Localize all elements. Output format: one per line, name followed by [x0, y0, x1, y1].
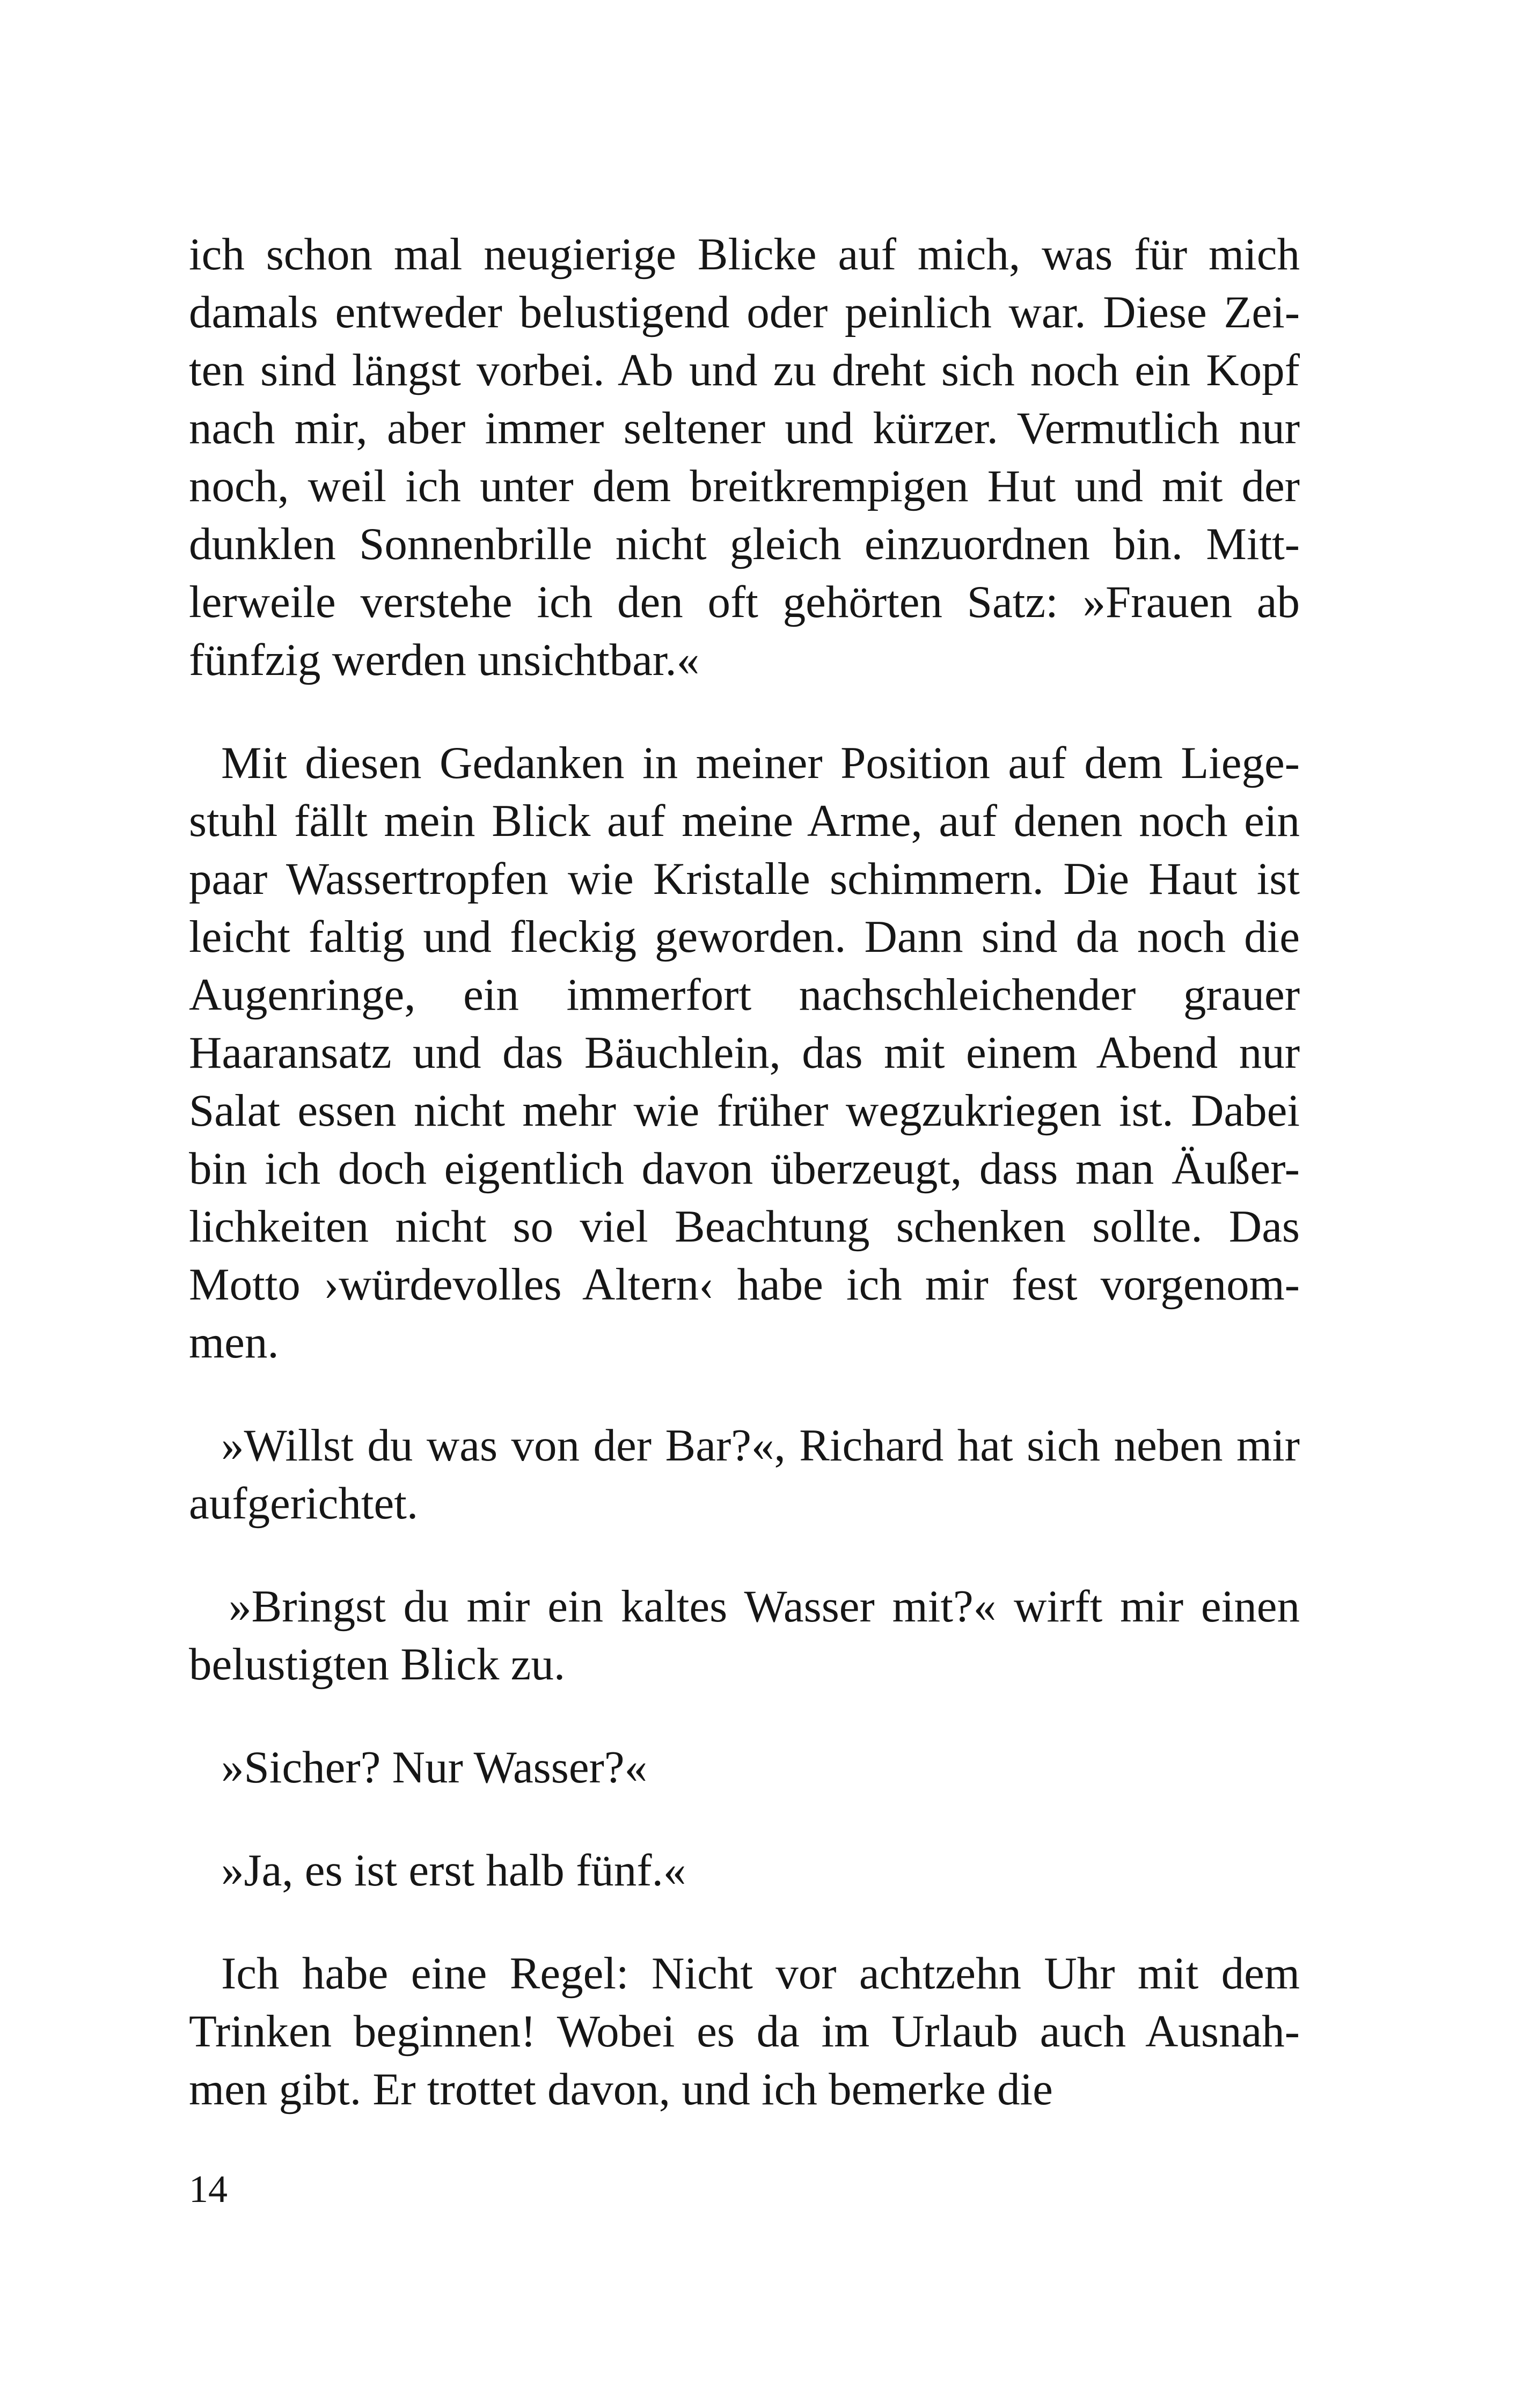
paragraph-gap	[189, 1532, 1300, 1577]
text-line: men gibt. Er trottet davon, und ich bemerke die	[189, 2064, 1053, 2115]
paragraph	[189, 1416, 1300, 1532]
text-line: nach mir, aber immer seltener und kürzer. Vermutlich nur	[189, 403, 1300, 453]
paragraph	[189, 1944, 1300, 2118]
text-line: »Willst du was von der Bar?«, Richard hat sich neben mir	[221, 1420, 1300, 1471]
text-line: aufgerichtet.	[189, 1478, 419, 1529]
text-line: leicht faltig und fleckig geworden. Dann sind da noch die	[189, 912, 1300, 962]
text-line: dunklen Sonnenbrille nicht gleich einzuordnen bin. Mitt-	[189, 519, 1300, 569]
page-number: 14	[189, 2168, 228, 2211]
text-line: fünfzig werden unsichtbar.«	[189, 635, 700, 685]
paragraph	[189, 734, 1300, 1371]
text-line: Haaransatz und das Bäuchlein, das mit einem Abend nur	[189, 1027, 1300, 1078]
paragraph	[189, 1738, 1300, 1796]
text-line: Motto ›würdevolles Altern‹ habe ich mir fest vorgenom-	[189, 1259, 1300, 1310]
text-line: Salat essen nicht mehr wie früher wegzukriegen ist. Dabei	[189, 1085, 1300, 1136]
text-line: bin ich doch eigentlich davon überzeugt, dass man Äußer-	[189, 1143, 1300, 1194]
paragraph-gap	[189, 1371, 1300, 1416]
text-line: Mit diesen Gedanken in meiner Position auf dem Liege-	[221, 738, 1300, 788]
text-line: belustigten Blick zu.	[189, 1639, 566, 1690]
paragraph	[189, 1577, 1300, 1693]
text-line: lichkeiten nicht so viel Beachtung schenken sollte. Das	[189, 1201, 1300, 1252]
paragraph	[189, 225, 1300, 689]
paragraph-gap	[189, 1796, 1300, 1841]
text-line: Augenringe, ein immerfort nachschleichender grauer	[189, 970, 1300, 1020]
text-line: noch, weil ich unter dem breitkrempigen Hut und mit der	[189, 461, 1300, 511]
body-text	[189, 225, 1300, 2118]
text-line: »Bringst du mir ein kaltes Wasser mit?« wirft mir einen	[229, 1581, 1300, 1632]
text-line: damals entweder belustigend oder peinlich war. Diese Zei-	[189, 287, 1300, 337]
paragraph	[189, 1841, 1300, 1899]
text-line: men.	[189, 1317, 279, 1368]
text-line: ten sind längst vorbei. Ab und zu dreht sich noch ein Kopf	[189, 345, 1300, 395]
text-line: Trinken beginnen! Wobei es da im Urlaub auch Ausnah-	[189, 2006, 1300, 2057]
text-line: Ich habe eine Regel: Nicht vor achtzehn Uhr mit dem	[221, 1948, 1300, 1999]
text-line: »Sicher? Nur Wasser?«	[221, 1742, 648, 1793]
text-line: lerweile verstehe ich den oft gehörten Satz: »Frauen ab	[189, 577, 1300, 627]
paragraph-gap	[189, 1693, 1300, 1738]
paragraph-gap	[189, 1899, 1300, 1944]
paragraph-gap	[189, 689, 1300, 734]
text-line: »Ja, es ist erst halb fünf.«	[221, 1845, 686, 1896]
text-line: ich schon mal neugierige Blicke auf mich, was für mich	[189, 229, 1300, 280]
text-line: stuhl fällt mein Blick auf meine Arme, auf denen noch ein	[189, 796, 1300, 846]
text-line: paar Wassertropfen wie Kristalle schimmern. Die Haut ist	[189, 854, 1300, 904]
